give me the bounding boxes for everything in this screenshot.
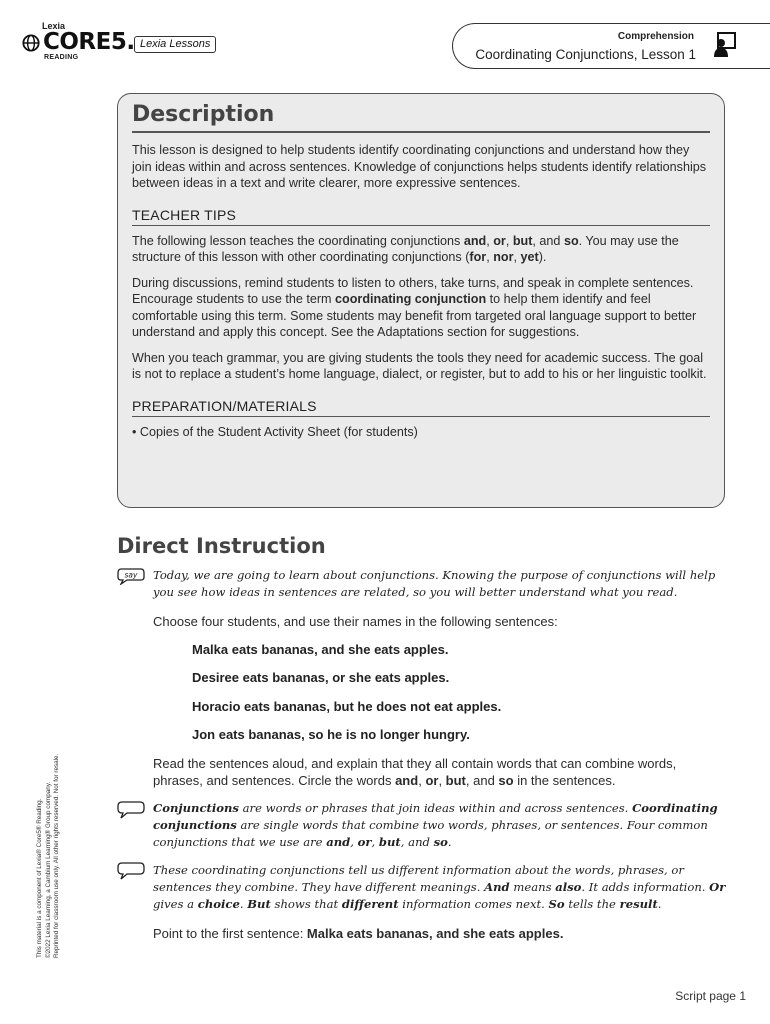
lexia-lessons-badge: Lexia Lessons <box>134 36 216 53</box>
lexia-wordmark: Lexia <box>42 21 66 31</box>
speech-bubble-icon <box>117 861 145 880</box>
conjunction-definition-script: Conjunctions are words or phrases that join ideas within and across sentences. Coordinating conjunctions are single words that combine two words, phrases, or sentences. Four common conjunctions that we use are and, or, but, and so. <box>153 801 718 849</box>
globe-icon <box>22 34 40 52</box>
example-sentence-3: Horacio eats bananas, but he does not eat apples. <box>192 699 502 714</box>
say-script-intro: Today, we are going to learn about conjunctions. Knowing the purpose of conjunctions will help you see how ideas in sentences are related, so you will better understand what you read. <box>153 568 716 599</box>
say-speech-bubble-icon <box>117 567 145 585</box>
direct-instruction-heading: Direct Instruction <box>117 534 326 558</box>
choose-students-instruction: Choose four students, and use their names in the following sentences: <box>153 614 558 629</box>
lesson-title: Coordinating Conjunctions, Lesson 1 <box>475 47 696 62</box>
page-number: Script page 1 <box>675 989 746 1003</box>
teacher-tips-heading: TEACHER TIPS <box>132 207 710 226</box>
example-sentence-1: Malka eats bananas, and she eats apples. <box>192 642 449 657</box>
materials-item: • Copies of the Student Activity Sheet (for students) <box>132 424 418 439</box>
example-sentence-2: Desiree eats bananas, or she eats apples. <box>192 670 450 685</box>
conjunction-meanings-script: These coordinating conjunctions tell us different information about the words, phrases, or sentences they combine. They have different meanings. And means also. It adds information. Or gives a choice. But shows that different information comes next. So tells the result. <box>153 863 726 911</box>
core5-wordmark: CORE5. <box>43 29 135 55</box>
lesson-category: Comprehension <box>617 31 694 42</box>
description-panel <box>117 93 725 508</box>
teacher-presenting-icon <box>713 32 737 58</box>
description-intro: This lesson is designed to help students identify coordinating conjunctions and understand how they join ideas within and across sentences. Knowledge of conjunctions helps students identify relationships between ideas in a text and write clearer, more expressive sentences. <box>132 143 707 190</box>
speech-bubble-icon <box>117 800 145 819</box>
lexia-core5-logo <box>22 21 242 63</box>
reading-wordmark: READING <box>44 54 79 61</box>
teacher-tip-conjunctions: The following lesson teaches the coordinating conjunctions and, or, but, and so. You may use the structure of this lesson with other coordinating conjunctions (for, nor, yet). <box>132 233 679 264</box>
point-to-sentence-instruction: Point to the first sentence: Malka eats bananas, and she eats apples. <box>153 926 564 941</box>
svg-text:say: say <box>124 570 138 580</box>
description-heading: Description <box>132 102 710 133</box>
copyright-notice: This material is a component of Lexia® Core5® Reading. ©2022 Lexia Learning, a Cambium Learning® Group company. Reprinted for classroom use only. All other rights reserved. Not for resale. <box>36 753 60 958</box>
teacher-tip-discussion: During discussions, remind students to listen to others, take turns, and speak in complete sentences. Encourage students to use the term coordinating conjunction to help them identify and feel comfortable using this term. Some students may benefit from targeted oral language support to better understand and apply this concept. See the Adaptations section for suggestions. <box>132 275 697 339</box>
example-sentence-4: Jon eats bananas, so he is no longer hungry. <box>192 727 470 742</box>
preparation-heading: PREPARATION/MATERIALS <box>132 398 710 417</box>
read-aloud-instruction: Read the sentences aloud, and explain that they all contain words that can combine words, phrases, and sentences. Circle the words and, or, but, and so in the sentences. <box>153 756 677 788</box>
lesson-header-tab <box>452 23 770 69</box>
teacher-tip-grammar: When you teach grammar, you are giving students the tools they need for academic success. The goal is not to replace a student’s home language, dialect, or register, but to add to his or her linguistic toolkit. <box>132 350 707 381</box>
